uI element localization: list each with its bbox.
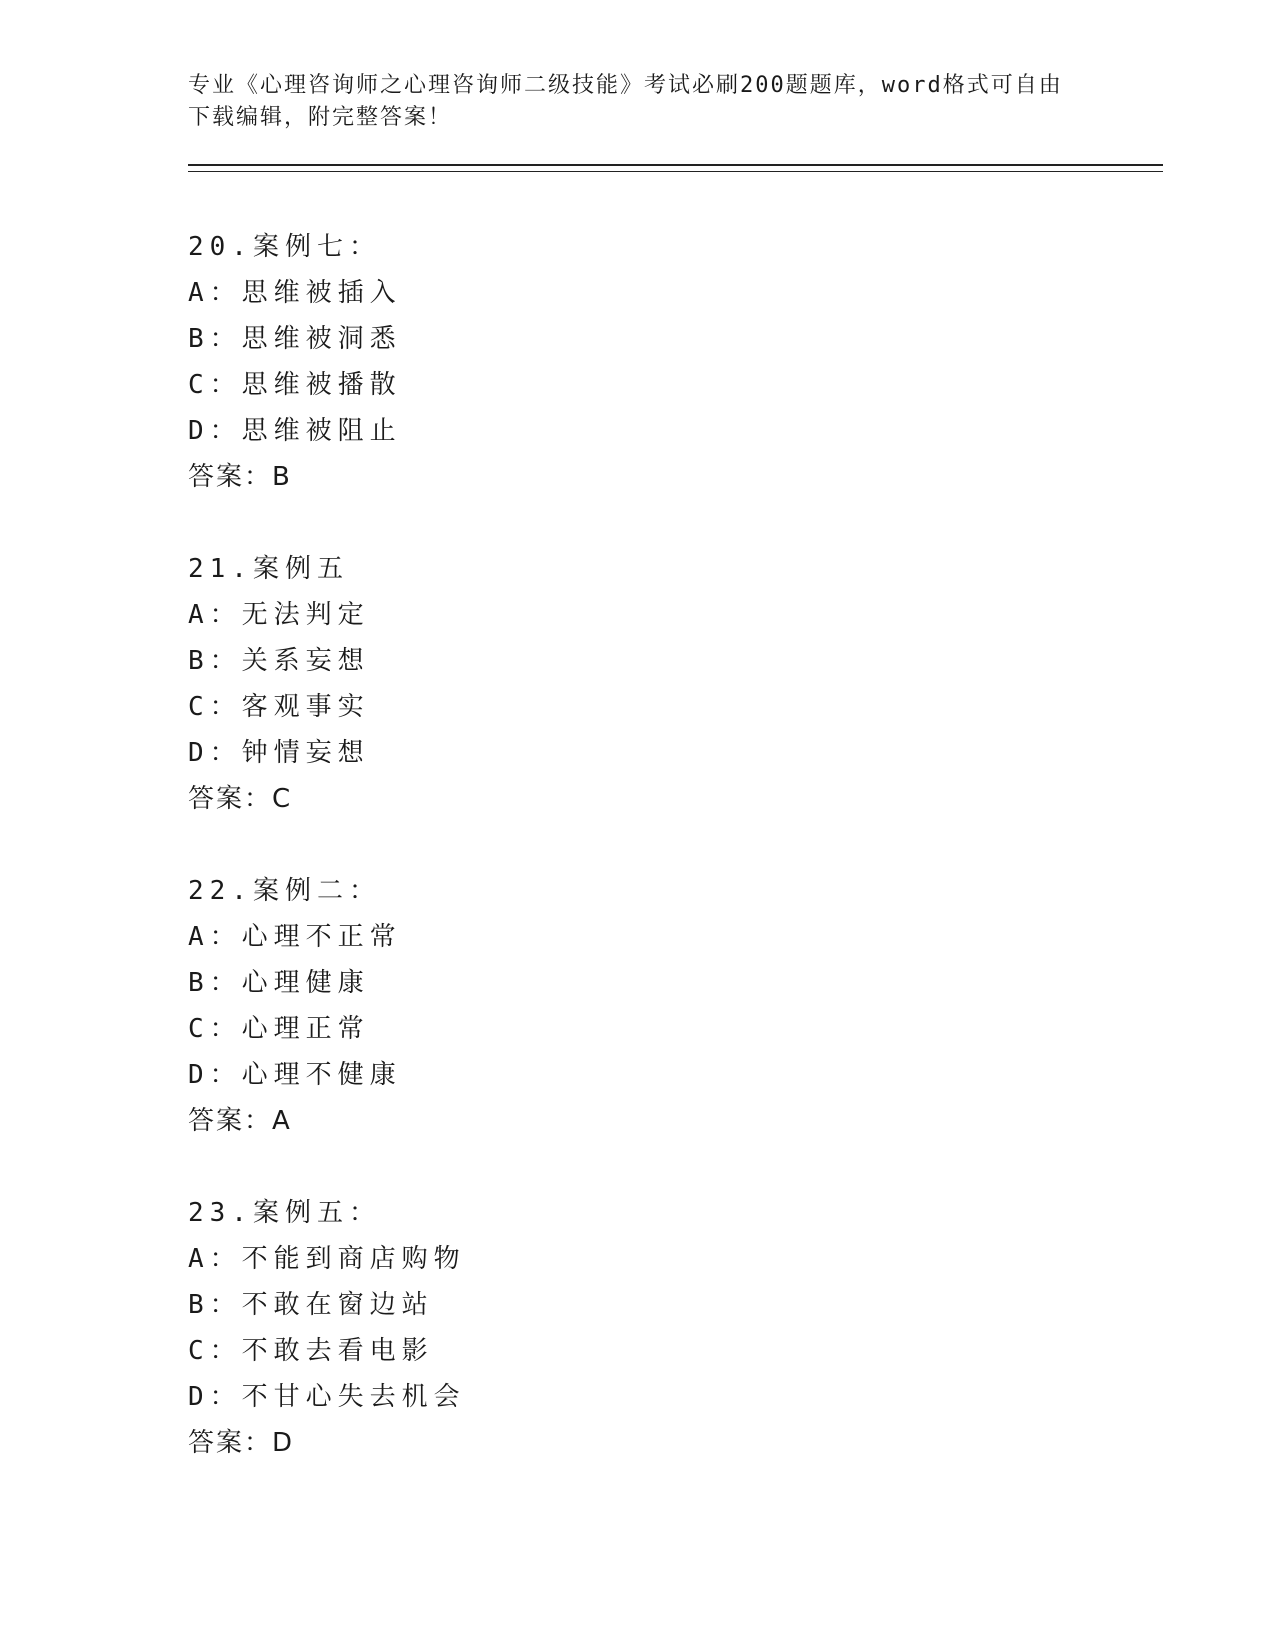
answer-line: 答案：C [188,784,293,814]
question-20 [188,224,1168,500]
option-b: B：关系妄想 [188,646,370,676]
question-21 [188,546,1168,822]
option-a: A：不能到商店购物 [188,1244,466,1274]
option-b: B：心理健康 [188,968,370,998]
option-d: D：思维被阻止 [188,416,402,446]
option-a: A：思维被插入 [188,278,402,308]
question-title: 22.案例二： [188,876,381,906]
document-header: 专业《心理咨询师之心理咨询师二级技能》考试必刷200题题库，word格式可自由下载编辑，附完整答案！ [188,73,1063,130]
question-title: 21.案例五 [188,554,349,584]
option-a: A：无法判定 [188,600,370,630]
option-c: C：客观事实 [188,692,370,722]
answer-line: 答案：B [188,462,292,492]
answer-line: 答案：D [188,1428,295,1458]
option-b: B：思维被洞悉 [188,324,402,354]
question-list [188,224,1168,1466]
header-divider [188,164,1163,172]
option-b: B：不敢在窗边站 [188,1290,434,1320]
option-d: D：心理不健康 [188,1060,402,1090]
option-d: D：不甘心失去机会 [188,1382,466,1412]
question-title: 20.案例七： [188,232,381,262]
document-page [188,70,1168,1512]
option-c: C：心理正常 [188,1014,370,1044]
option-c: C：思维被播散 [188,370,402,400]
question-title: 23.案例五： [188,1198,381,1228]
option-d: D：钟情妄想 [188,738,370,768]
question-22 [188,868,1168,1144]
answer-line: 答案：A [188,1106,292,1136]
option-c: C：不敢去看电影 [188,1336,434,1366]
option-a: A：心理不正常 [188,922,402,952]
question-23 [188,1190,1168,1466]
